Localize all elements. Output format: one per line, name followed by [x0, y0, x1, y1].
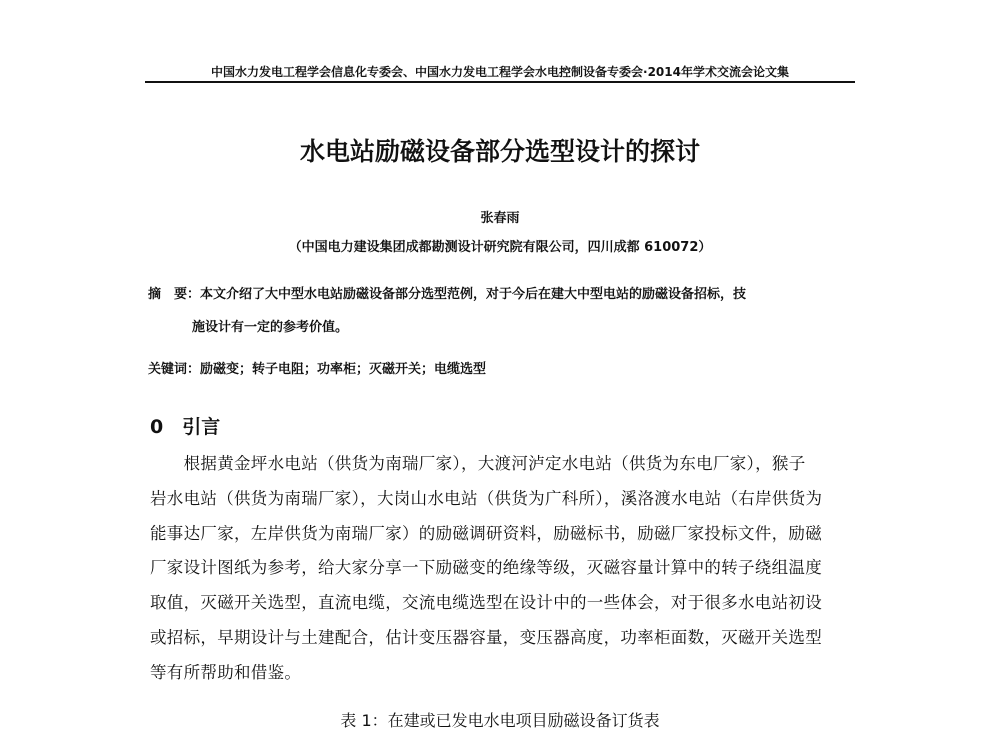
paragraph-line: 根据黄金坪水电站（供货为南瑞厂家），大渡河泸定水电站（供货为东电厂家），猴子 — [150, 454, 806, 473]
abstract-line-1 — [148, 283, 746, 302]
keywords-label: 关键词： — [148, 362, 201, 377]
abstract-text-2: 施设计有一定的参考价值。 — [192, 320, 349, 335]
paragraph-line: 厂家设计图纸为参考，给大家分享一下励磁变的绝缘等级，灭磁容量计算中的转子绕组温度 — [150, 558, 822, 577]
paragraph-line: 能事达厂家，左岸供货为南瑞厂家）的励磁调研资料，励磁标书，励磁厂家投标文件，励磁 — [150, 524, 822, 543]
paragraph-line: 或招标，早期设计与土建配合，估计变压器容量，变压器高度，功率柜面数，灭磁开关选型 — [150, 628, 822, 647]
header-rule — [145, 81, 855, 83]
paper-title: 水电站励磁设备部分选型设计的探讨 — [299, 137, 700, 166]
paragraph-line: 取值，灭磁开关选型，直流电缆，交流电缆选型在设计中的一些体会，对于很多水电站初设 — [150, 593, 822, 612]
running-header: 中国水力发电工程学会信息化专委会、中国水力发电工程学会水电控制设备专委会·2014年学术交流会论文集 — [211, 65, 789, 79]
keywords — [148, 358, 486, 377]
paragraph-line: 岩水电站（供货为南瑞厂家），大岗山水电站（供货为广科所），溪洛渡水电站（右岸供货为 — [150, 489, 823, 508]
author: 张春雨 — [480, 211, 520, 226]
affiliation: （中国电力建设集团成都勘测设计研究院有限公司，四川成都 610072） — [288, 240, 712, 255]
keywords-text: 励磁变；转子电阻；功率柜；灭磁开关；电缆选型 — [200, 362, 487, 377]
abstract-text-1: 本文介绍了大中型水电站励磁设备部分选型范例，对于今后在建大中型电站的励磁设备招标，技 — [200, 287, 747, 302]
table-caption: 表 1：在建或已发电水电项目励磁设备订货表 — [340, 711, 660, 730]
section-heading: 0 引言 — [150, 416, 221, 438]
paragraph-line: 等有所帮助和借鉴。 — [150, 663, 302, 682]
abstract-label: 摘 要： — [148, 287, 201, 302]
